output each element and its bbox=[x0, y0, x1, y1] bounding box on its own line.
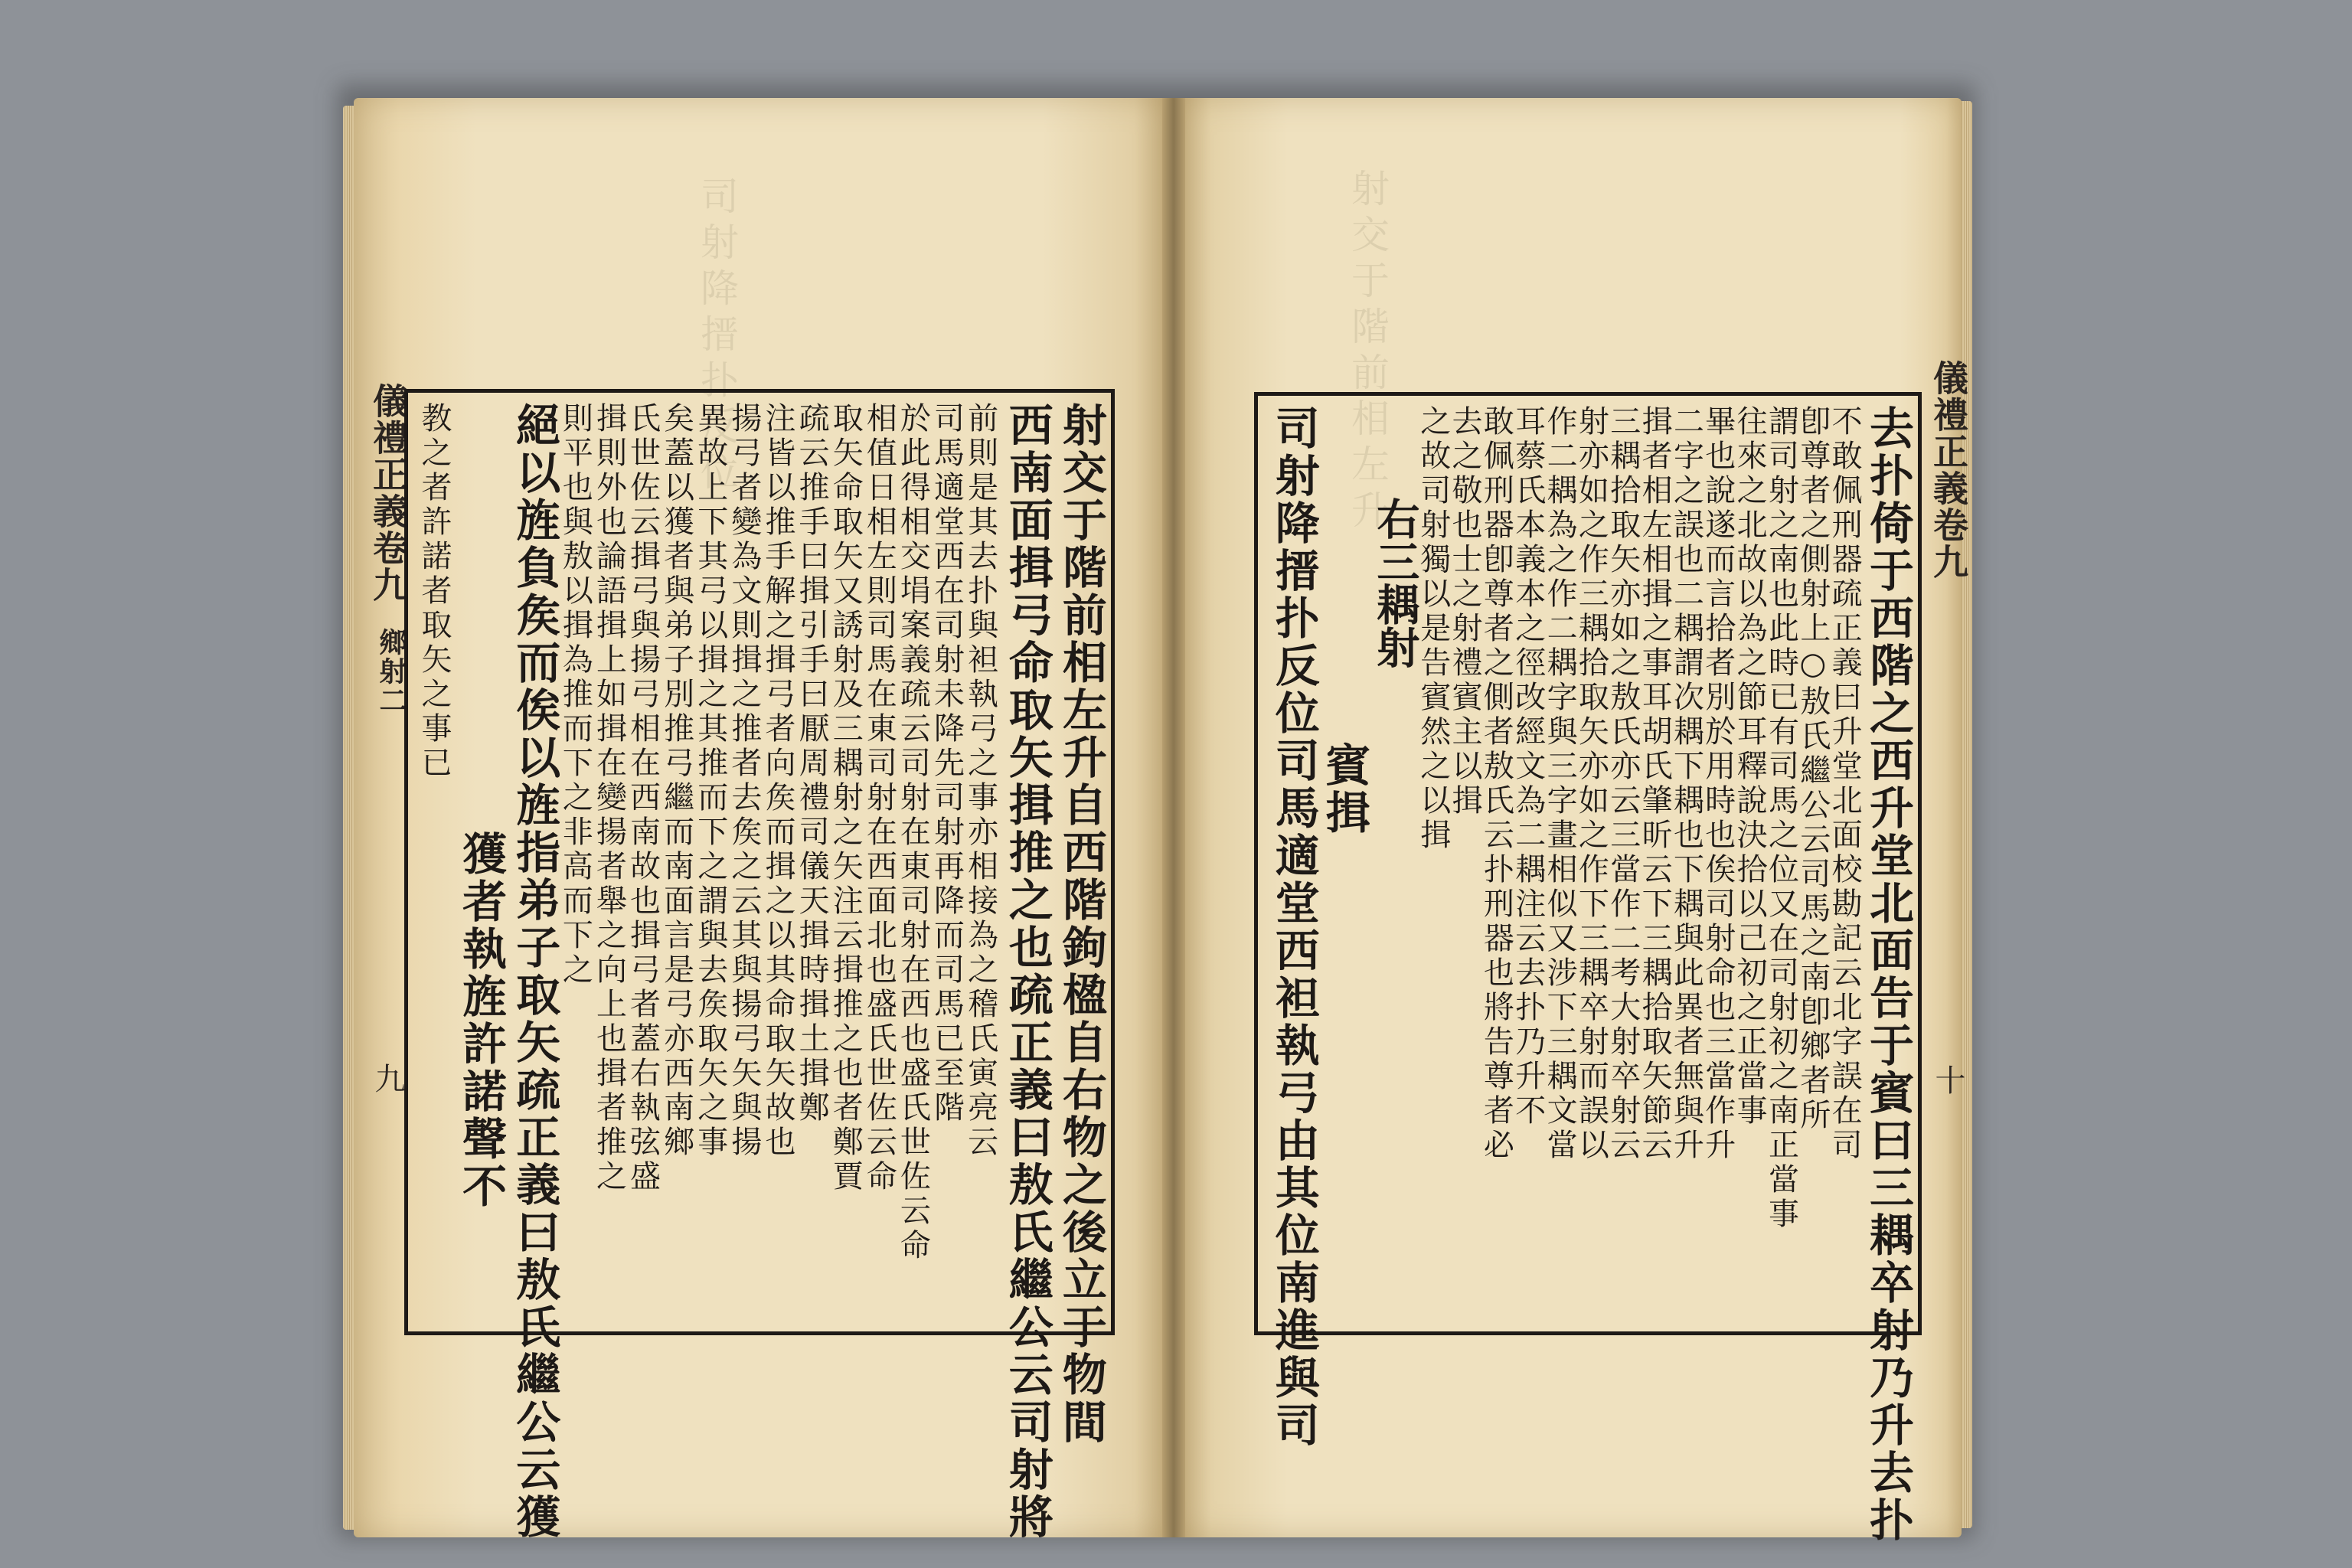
text-column: 司馬適堂西在司射未降先司射再降而司馬已至階 bbox=[929, 402, 965, 1125]
text-column: 揖者相左相揖之事耳胡氏肇昕云下三耦拾取矢節云 bbox=[1637, 405, 1673, 1163]
text-column: 去之敬也士之射禮賓主以揖 bbox=[1447, 405, 1483, 818]
text-column: 司射降搢扑反位司馬適堂西袒執弓由其位南進與司 bbox=[1267, 405, 1320, 1449]
text-column: 賓揖 bbox=[1318, 742, 1370, 837]
text-column: 之故司射獨以是告賓然之以揖 bbox=[1415, 405, 1451, 853]
right-text-frame bbox=[1254, 392, 1922, 1544]
left-margin-subtitle: 鄉射二 bbox=[375, 628, 407, 715]
text-column: 注皆以推手解之揖弓者向矦而揖之以其命取矢故也 bbox=[760, 402, 795, 1160]
text-column: 矣蓋以獲者與弟子別推弓繼而南面言是弓亦西南鄉 bbox=[658, 402, 694, 1160]
text-column: 二字之誤也二耦謂次耦下耦也下耦與此異者無與升 bbox=[1668, 405, 1704, 1163]
text-column: 畢也說遂而言拾者別於用時也俟司射命也三當作升 bbox=[1700, 405, 1736, 1163]
right-folio-number: 十 bbox=[1930, 1064, 1965, 1095]
text-column: 異故上下其弓以揖之其推而下之謂與去矦取矢之事 bbox=[692, 402, 728, 1160]
bleed-through-text: 射交于階前相左升 bbox=[1345, 168, 1390, 536]
text-column: 則平也與敖以揖為推而下之非高而下之 bbox=[557, 402, 593, 988]
text-column: 獲者執旌許諾聲不 bbox=[455, 831, 508, 1210]
book-gutter bbox=[1162, 98, 1185, 1537]
text-column: 卽尊者之側射上○敖氏繼公云司馬之南卽鄉者所 bbox=[1795, 405, 1831, 1133]
text-column: 三耦拾取矢亦如之敖氏亦云三當作二考大射卒射云 bbox=[1605, 405, 1641, 1163]
text-column: 作二耦為之作二耦字與三字畫相似又涉下三耦文當 bbox=[1542, 405, 1578, 1163]
bleed-through-text: 司射降搢扑反位 bbox=[694, 176, 739, 498]
text-column: 去扑倚于西階之西升堂北面告于賓曰三耦卒射乃升去扑 bbox=[1861, 405, 1914, 1544]
text-column: 揖則外也論語揖上如揖在變揚者舉之向上也揖者推之 bbox=[591, 402, 627, 1194]
left-margin-title: 儀禮正義卷九 bbox=[368, 383, 409, 603]
text-column: 取矢命取矢又誘射及三耦射之矢注云揖推之也者鄭賈 bbox=[828, 402, 864, 1194]
text-column: 氏世佐云揖弓與揚弓相在西南故也揖弓者蓋右執弦盛 bbox=[625, 402, 661, 1194]
left-folio-number: 九 bbox=[370, 1063, 405, 1093]
text-column: 射交于階前相左升自西階鉤楹自右物之後立于物間 bbox=[1054, 402, 1107, 1446]
text-column: 不敢佩刑器疏正義曰升堂北面校勘記云北字誤在司 bbox=[1827, 405, 1863, 1163]
text-column: 射亦如之作三耦拾取矢亦如之作下三耦卒射而誤以 bbox=[1573, 405, 1609, 1163]
right-margin-title: 儀禮正義卷九 bbox=[1928, 360, 1969, 580]
section-heading: 右三耦射 bbox=[1370, 497, 1421, 668]
left-text-columns bbox=[416, 402, 1107, 1541]
text-column: 相值日相左則司馬在東司射在西面北也盛氏世佐云命 bbox=[861, 402, 897, 1194]
text-column: 耳蔡氏本義本之徑改經文為二耦注云去扑乃升不 bbox=[1510, 405, 1546, 1129]
text-column: 教之者許諾者取矢之事已 bbox=[416, 402, 452, 781]
text-column: 絕以旌負矦而俟以旌指弟子取矢疏正義曰敖氏繼公云獲 bbox=[508, 402, 561, 1541]
text-column: 謂司射之南也此時已有司馬之位又在司射初之南正當事 bbox=[1763, 405, 1799, 1232]
text-column: 敢佩刑器卽尊者之側者敖氏云扑刑器也將告尊者必 bbox=[1478, 405, 1514, 1163]
text-column: 揚弓者變為文則揖之推者去矦之云其與揚弓矢與揚 bbox=[726, 402, 762, 1160]
text-column: 西南面揖弓命取矢揖推之也疏正義曰敖氏繼公云司射將 bbox=[1001, 402, 1054, 1541]
right-text-columns bbox=[1266, 405, 1914, 1544]
left-text-frame bbox=[404, 389, 1115, 1541]
text-column: 於此得相交埍案義疏云司射在東司射在西也盛氏世佐云命 bbox=[895, 402, 931, 1263]
text-column: 疏云推手曰揖引手曰厭周禮司儀天揖時揖土揖鄭 bbox=[794, 402, 830, 1125]
text-column: 前則是其去扑與袒執弓之事亦相接為之稽氏寅亮云 bbox=[962, 402, 998, 1160]
text-column: 往來之北故以為之節耳釋說決拾以己初之正當事 bbox=[1732, 405, 1768, 1129]
